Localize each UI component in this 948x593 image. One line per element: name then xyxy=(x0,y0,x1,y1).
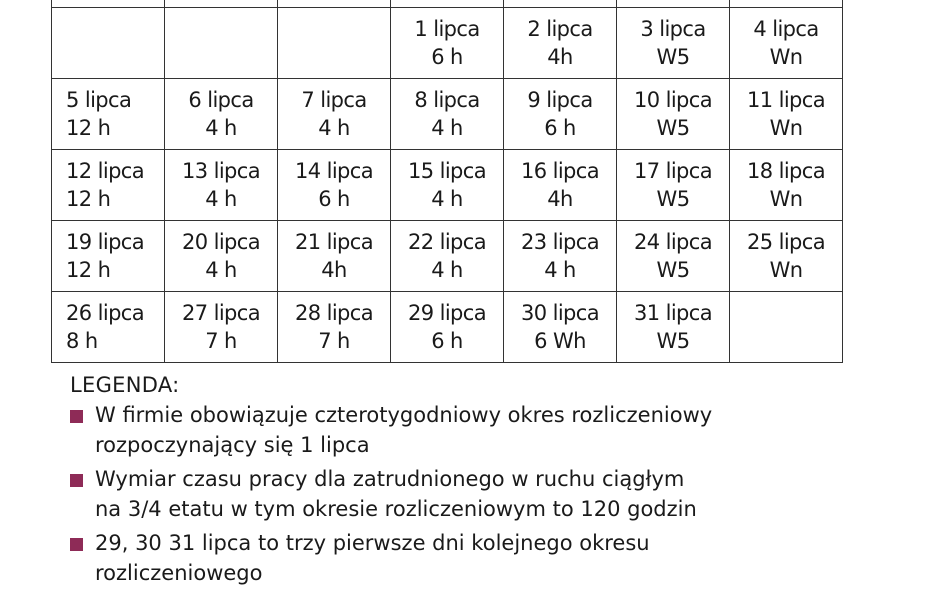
day-hours: 4 h xyxy=(544,258,576,282)
day-date: 8 lipca xyxy=(414,88,480,112)
day-entry xyxy=(504,228,616,284)
day-entry xyxy=(617,15,729,71)
day-entry xyxy=(52,228,164,284)
calendar-day-cell xyxy=(730,221,843,292)
day-entry xyxy=(165,86,277,142)
day-date: 20 lipca xyxy=(181,230,260,254)
day-hours: 4 h xyxy=(431,258,463,282)
day-hours: 12 h xyxy=(66,258,111,282)
day-hours: 4 h xyxy=(205,258,237,282)
calendar-day-cell xyxy=(52,221,165,292)
calendar-day-cell xyxy=(391,150,504,221)
day-hours: 4 h xyxy=(205,187,237,211)
day-hours: W5 xyxy=(656,329,690,353)
day-date: 31 lipca xyxy=(633,301,712,325)
day-date: 26 lipca xyxy=(66,301,145,325)
day-hours: 7 h xyxy=(205,329,237,353)
calendar-day-cell xyxy=(730,0,843,8)
calendar-day-cell xyxy=(165,79,278,150)
calendar-day-cell xyxy=(52,79,165,150)
day-date: 27 lipca xyxy=(181,301,260,325)
day-date: 23 lipca xyxy=(520,230,599,254)
day-hours: W5 xyxy=(656,187,690,211)
day-entry xyxy=(617,299,729,355)
calendar-day-cell xyxy=(165,292,278,363)
calendar-day-cell xyxy=(730,8,843,79)
day-hours: 7 h xyxy=(318,329,350,353)
day-entry xyxy=(278,228,390,284)
day-entry xyxy=(391,228,503,284)
schedule-calendar-table xyxy=(51,0,843,363)
calendar-day-cell xyxy=(617,8,730,79)
day-date: 16 lipca xyxy=(520,159,599,183)
day-date: 15 lipca xyxy=(407,159,486,183)
calendar-day-cell xyxy=(278,8,391,79)
calendar-day-cell xyxy=(504,221,617,292)
calendar-day-cell xyxy=(278,221,391,292)
calendar-day-cell xyxy=(165,8,278,79)
day-date: 29 lipca xyxy=(407,301,486,325)
day-entry xyxy=(617,86,729,142)
day-entry xyxy=(278,299,390,355)
day-date: 21 lipca xyxy=(294,230,373,254)
calendar-day-cell xyxy=(278,150,391,221)
day-hours: 6 h xyxy=(318,187,350,211)
day-entry xyxy=(278,157,390,213)
calendar-day-cell xyxy=(617,221,730,292)
calendar-week-row xyxy=(52,8,843,79)
legend-list xyxy=(70,400,930,588)
day-date: 5 lipca xyxy=(66,88,132,112)
day-date: 17 lipca xyxy=(633,159,712,183)
legend-item-line: 29, 30 31 lipca to trzy pierwsze dni kolejnego okresu xyxy=(95,531,650,555)
day-entry xyxy=(504,299,616,355)
day-entry xyxy=(391,157,503,213)
day-hours: 6 h xyxy=(431,45,463,69)
day-entry xyxy=(504,157,616,213)
calendar-day-cell xyxy=(278,79,391,150)
day-hours: 4h xyxy=(321,258,347,282)
day-date: 19 lipca xyxy=(66,230,145,254)
calendar-day-cell xyxy=(278,292,391,363)
day-hours: 12 h xyxy=(66,116,111,140)
day-hours: 12 h xyxy=(66,187,111,211)
legend-item xyxy=(70,400,930,460)
day-date: 13 lipca xyxy=(181,159,260,183)
day-hours: 6 Wh xyxy=(534,329,586,353)
day-date: 4 lipca xyxy=(753,17,819,41)
day-hours: 4h xyxy=(547,45,573,69)
day-date: 22 lipca xyxy=(407,230,486,254)
day-date: 24 lipca xyxy=(633,230,712,254)
legend-item xyxy=(70,464,930,524)
day-entry xyxy=(52,86,164,142)
day-entry xyxy=(165,157,277,213)
calendar-day-cell xyxy=(52,292,165,363)
day-entry xyxy=(391,15,503,71)
day-entry xyxy=(391,86,503,142)
day-entry xyxy=(730,86,842,142)
day-hours: W5 xyxy=(656,45,690,69)
day-hours: 6 h xyxy=(544,116,576,140)
calendar-day-cell xyxy=(165,221,278,292)
calendar-day-cell xyxy=(391,0,504,8)
calendar-week-row xyxy=(52,0,843,8)
day-date: 9 lipca xyxy=(527,88,593,112)
legend-item-line: rozpoczynający się 1 lipca xyxy=(95,433,370,457)
day-entry xyxy=(730,228,842,284)
calendar-week-row xyxy=(52,79,843,150)
calendar-day-cell xyxy=(504,150,617,221)
day-hours: Wn xyxy=(769,45,803,69)
day-entry xyxy=(617,228,729,284)
day-entry xyxy=(165,228,277,284)
calendar-day-cell xyxy=(617,292,730,363)
day-date: 25 lipca xyxy=(746,230,825,254)
calendar-week-row xyxy=(52,292,843,363)
calendar-day-cell xyxy=(391,221,504,292)
day-date: 6 lipca xyxy=(188,88,254,112)
calendar-day-cell xyxy=(165,0,278,8)
calendar-day-cell xyxy=(391,8,504,79)
day-entry xyxy=(504,86,616,142)
day-entry xyxy=(52,157,164,213)
day-entry xyxy=(52,299,164,355)
day-hours: 4h xyxy=(547,187,573,211)
calendar-day-cell xyxy=(730,79,843,150)
calendar-day-cell xyxy=(730,292,843,363)
day-date: 1 lipca xyxy=(414,17,480,41)
day-entry xyxy=(504,15,616,71)
calendar-day-cell xyxy=(617,0,730,8)
day-hours: 4 h xyxy=(431,116,463,140)
legend-item-line: Wymiar czasu pracy dla zatrudnionego w ruchu ciągłym xyxy=(95,467,685,491)
day-date: 2 lipca xyxy=(527,17,593,41)
calendar-day-cell xyxy=(504,292,617,363)
day-entry xyxy=(730,15,842,71)
calendar-day-cell xyxy=(504,8,617,79)
day-hours: Wn xyxy=(769,187,803,211)
legend-item xyxy=(70,528,930,588)
day-date: 30 lipca xyxy=(520,301,599,325)
calendar-day-cell xyxy=(391,79,504,150)
calendar-day-cell xyxy=(278,0,391,8)
day-hours: 4 h xyxy=(431,187,463,211)
day-date: 11 lipca xyxy=(746,88,825,112)
day-date: 12 lipca xyxy=(66,159,145,183)
calendar-week-row xyxy=(52,221,843,292)
day-entry xyxy=(165,299,277,355)
day-date: 18 lipca xyxy=(746,159,825,183)
calendar-day-cell xyxy=(52,0,165,8)
day-date: 10 lipca xyxy=(633,88,712,112)
day-date: 3 lipca xyxy=(640,17,706,41)
legend-item-line: na 3/4 etatu w tym okresie rozliczeniowym to 120 godzin xyxy=(95,497,697,521)
day-hours: 8 h xyxy=(66,329,98,353)
day-entry xyxy=(278,86,390,142)
day-entry xyxy=(391,299,503,355)
day-entry xyxy=(730,157,842,213)
calendar-day-cell xyxy=(52,150,165,221)
calendar-day-cell xyxy=(617,150,730,221)
legend-item-line: rozliczeniowego xyxy=(95,561,263,585)
calendar-day-cell xyxy=(391,292,504,363)
square-bullet-icon xyxy=(70,538,83,551)
day-hours: W5 xyxy=(656,116,690,140)
calendar-week-row xyxy=(52,150,843,221)
day-hours: Wn xyxy=(769,116,803,140)
square-bullet-icon xyxy=(70,410,83,423)
calendar-day-cell xyxy=(504,0,617,8)
day-hours: Wn xyxy=(769,258,803,282)
day-hours: 4 h xyxy=(205,116,237,140)
calendar-day-cell xyxy=(504,79,617,150)
legend-title: LEGENDA: xyxy=(70,373,180,397)
day-hours: W5 xyxy=(656,258,690,282)
day-date: 7 lipca xyxy=(301,88,367,112)
calendar-day-cell xyxy=(617,79,730,150)
legend-item-line: W firmie obowiązuje czterotygodniowy okres rozliczeniowy xyxy=(95,403,713,427)
calendar-day-cell xyxy=(52,8,165,79)
calendar-day-cell xyxy=(165,150,278,221)
day-date: 14 lipca xyxy=(294,159,373,183)
day-date: 28 lipca xyxy=(294,301,373,325)
legend xyxy=(70,370,930,592)
square-bullet-icon xyxy=(70,474,83,487)
day-hours: 6 h xyxy=(431,329,463,353)
calendar-day-cell xyxy=(730,150,843,221)
day-hours: 4 h xyxy=(318,116,350,140)
day-entry xyxy=(617,157,729,213)
